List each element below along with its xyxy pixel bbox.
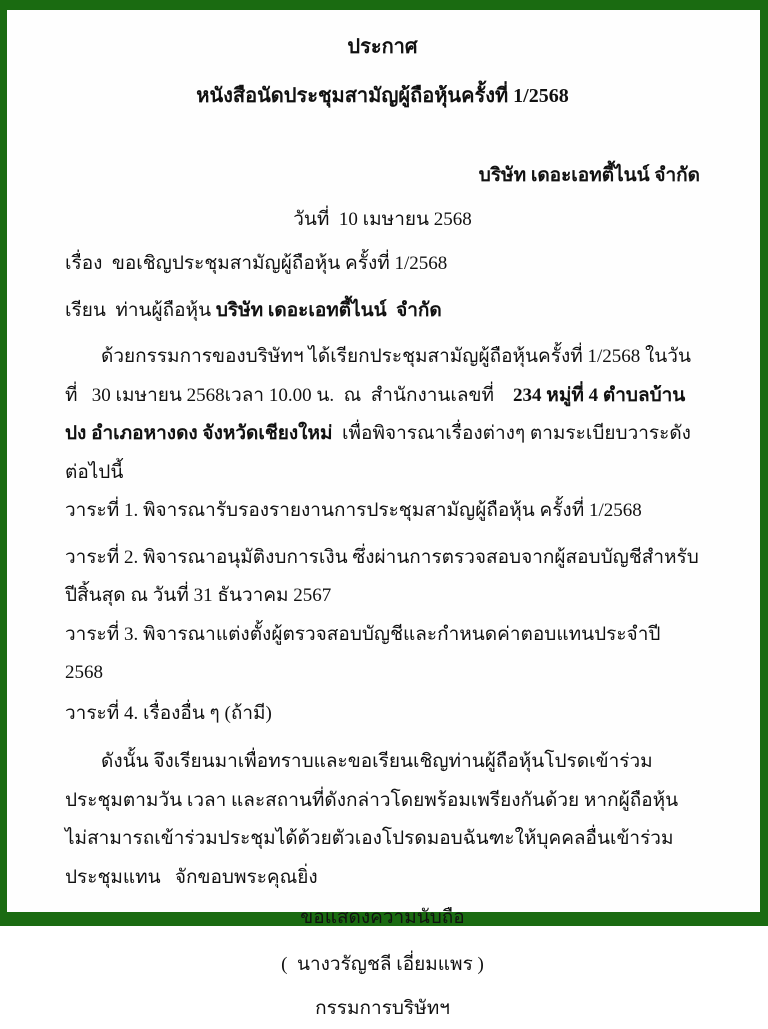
closing-paragraph: ดังนั้น จึงเรียนมาเพื่อทราบและขอเรียนเชิญท่านผู้ถือหุ้นโปรดเข้าร่วมประชุมตามวัน เวลา และสถานที่ดังกล่าวโดยพร้อมเพรียงกันด้วย หากผู้ถือหุ้นไม่สามารถเข้าร่วมประชุมได้ด้วยตัวเองโปรดมอบฉันฑะให้บุคคลอื่นเข้าร่วมประชุมแทน จักขอบพระคุณยิ่ง: [65, 751, 679, 888]
meeting-address: 234 หมู่ที่ 4 ตำบลบ้านปง อำเภอหางดง จังหวัดเชียงใหม่: [65, 384, 686, 444]
signatory-name: ( นางวรัญชลี เอี่ยมแพร ): [281, 953, 484, 975]
sign-off: ขอแสดงความนับถือ: [300, 907, 465, 928]
subject-line: เรื่อง ขอเชิญประชุมสามัญผู้ถือหุ้น ครั้งที่ 1/2568: [65, 253, 448, 274]
salutation-company: บริษัท เดอะเอทตี้ไนน์ จำกัด: [215, 299, 442, 321]
meeting-notice-subtitle: หนังสือนัดประชุมสามัญผู้ถือหุ้นครั้งที่ 1/2568: [196, 84, 569, 107]
salutation-prefix: เรียน ท่านผู้ถือหุ้น: [65, 299, 216, 321]
agenda-item-1: วาระที่ 1. พิจารณารับรองรายงานการประชุมสามัญผู้ถือหุ้น ครั้งที่ 1/2568: [65, 500, 642, 521]
agenda-item-3: วาระที่ 3. พิจารณาแต่งตั้งผู้ตรวจสอบบัญชีและกำหนดค่าตอบแทนประจำปี 2568: [65, 623, 666, 683]
announcement-title: ประกาศ: [347, 36, 418, 58]
agenda-item-2: วาระที่ 2. พิจารณาอนุมัติงบการเงิน ซึ่งผ่านการตรวจสอบจากผู้สอบบัญชีสำหรับปีสิ้นสุด ณ วันที่ 31 ธันวาคม 2567: [65, 546, 699, 606]
letter-date: วันที่ 10 เมษายน 2568: [293, 208, 472, 230]
signatory-title: กรรมการบริษัทฯ: [315, 998, 450, 1019]
intro-text-end: เพื่อพิจารณาเรื่องต่างๆ ตามระเบียบวาระดังต่อไปนี้: [65, 423, 691, 483]
agenda-item-4: วาระที่ 4. เรื่องอื่น ๆ (ถ้ามี): [65, 702, 272, 724]
company-name: บริษัท เดอะเอทตี้ไนน์ จำกัด: [478, 165, 700, 186]
intro-paragraph: [65, 338, 700, 492]
letter-sheet: [7, 10, 760, 1019]
intro-text-start: ด้วยกรรมการของบริษัทฯ ได้เรียกประชุมสามัญผู้ถือหุ้นครั้งที่ 1/2568 ในวันที่ 30 เมษายน 2568เวลา 10.00 น. ณ สำนักงานเลขที่: [65, 346, 691, 406]
salutation-line: [65, 292, 700, 331]
